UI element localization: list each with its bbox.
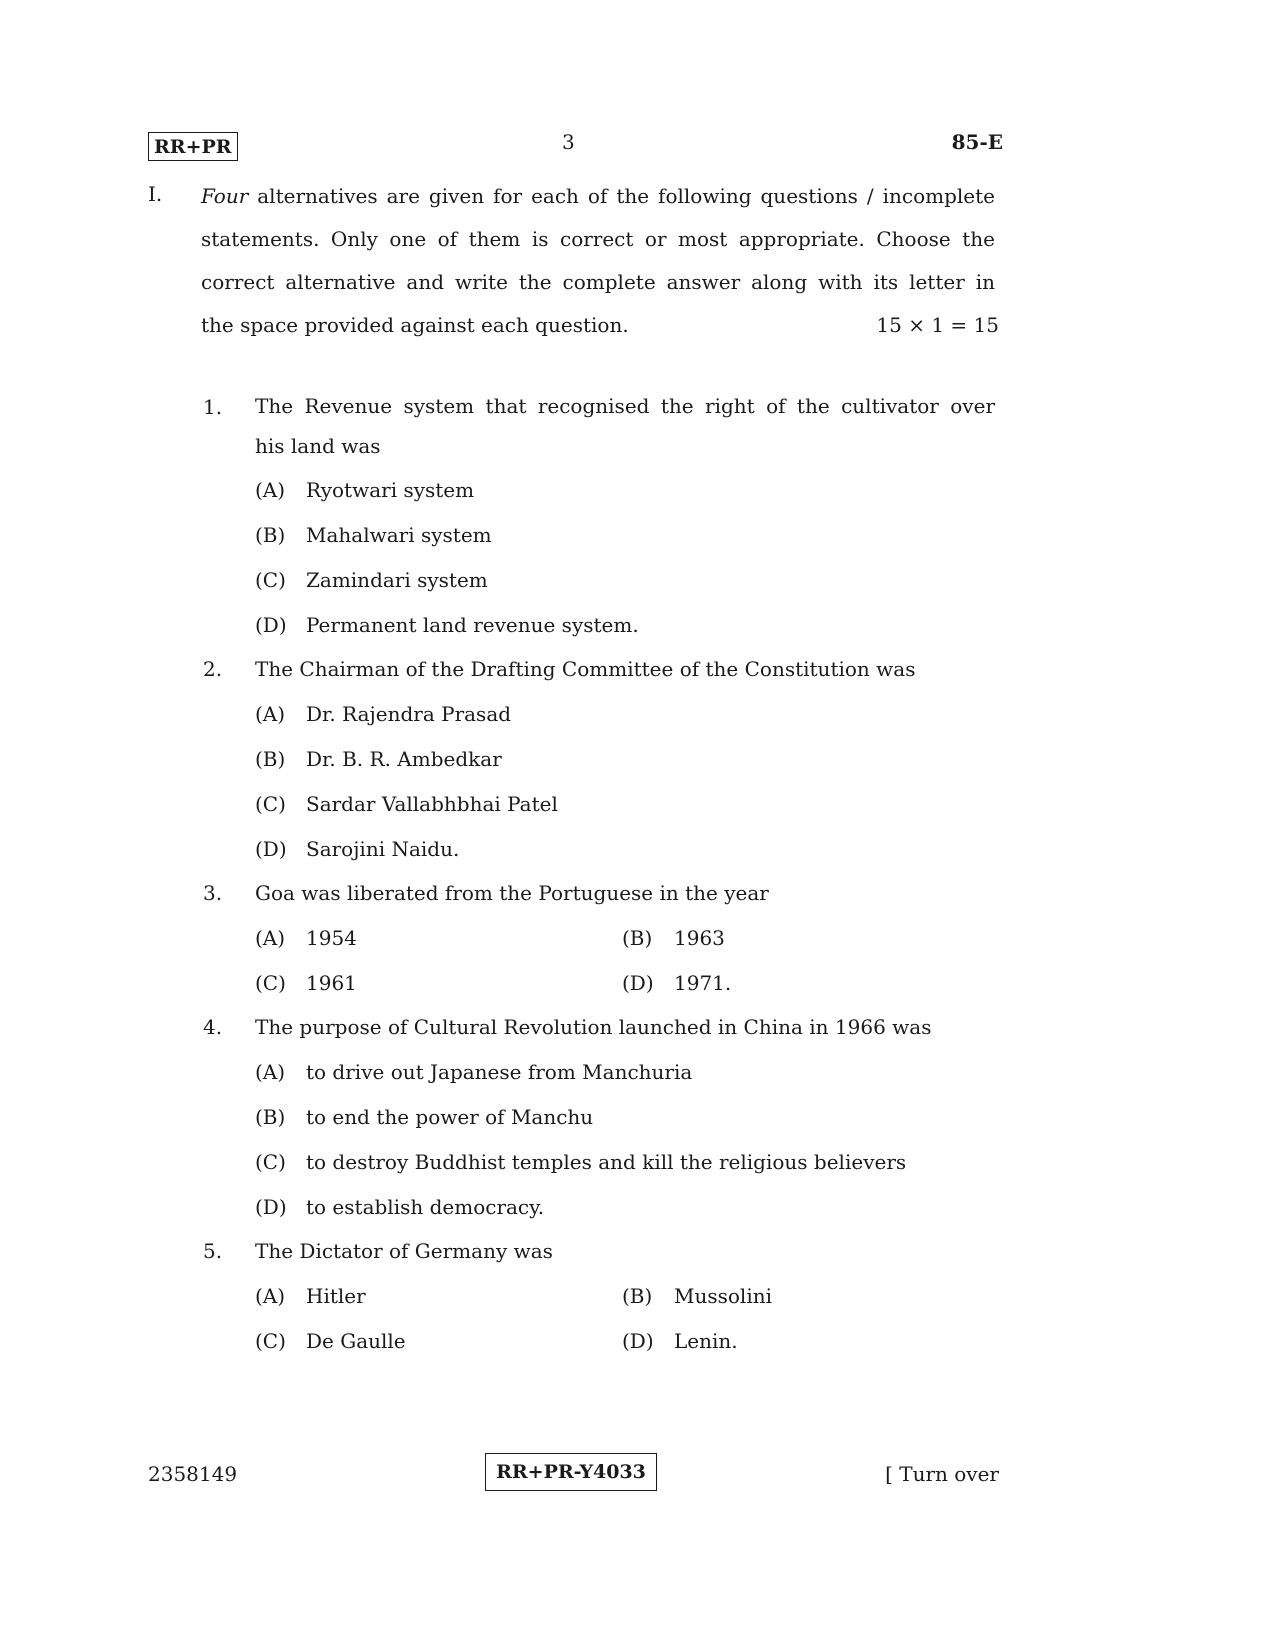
section-number: I. <box>148 182 163 206</box>
q5-option-a-text: Hitler <box>306 1284 366 1308</box>
q5-option-c-text: De Gaulle <box>306 1329 406 1353</box>
turn-over-note: [ Turn over <box>885 1462 999 1486</box>
q1-option-c-label: (C) <box>255 568 286 592</box>
q1-option-a-text: Ryotwari system <box>306 478 475 502</box>
question-5-text: The Dictator of Germany was <box>255 1239 553 1263</box>
q5-option-d-label: (D) <box>622 1329 654 1353</box>
q3-option-c-text: 1961 <box>306 971 357 995</box>
q3-option-d-label: (D) <box>622 971 654 995</box>
q1-option-d-text: Permanent land revenue system. <box>306 613 639 637</box>
q4-option-c-label: (C) <box>255 1150 286 1174</box>
q4-option-b-text: to end the power of Manchu <box>306 1105 594 1129</box>
q4-option-d-label: (D) <box>255 1195 287 1219</box>
question-3-number: 3. <box>203 881 223 905</box>
instruction-emphasis: Four <box>201 184 249 208</box>
q1-option-d-label: (D) <box>255 613 287 637</box>
q4-option-b-label: (B) <box>255 1105 286 1129</box>
q2-option-a-label: (A) <box>255 702 286 726</box>
q5-option-b-text: Mussolini <box>674 1284 772 1308</box>
q2-option-b-label: (B) <box>255 747 286 771</box>
q1-option-c-text: Zamindari system <box>306 568 488 592</box>
series-code-box: RR+PR <box>148 132 238 161</box>
q3-option-a-text: 1954 <box>306 926 357 950</box>
q2-option-c-label: (C) <box>255 792 286 816</box>
q3-option-b-text: 1963 <box>674 926 725 950</box>
footer-code-box: RR+PR-Y4033 <box>485 1453 657 1491</box>
q1-option-b-label: (B) <box>255 523 286 547</box>
q3-option-a-label: (A) <box>255 926 286 950</box>
instruction-line-1: Four alternatives are given for each of the following questions / incomplete <box>201 184 995 208</box>
question-4-number: 4. <box>203 1015 223 1039</box>
q2-option-d-label: (D) <box>255 837 287 861</box>
question-5-number: 5. <box>203 1239 223 1263</box>
q2-option-b-text: Dr. B. R. Ambedkar <box>306 747 502 771</box>
question-1-number: 1. <box>203 395 223 419</box>
q1-option-b-text: Mahalwari system <box>306 523 492 547</box>
q5-option-c-label: (C) <box>255 1329 286 1353</box>
q4-option-d-text: to establish democracy. <box>306 1195 545 1219</box>
q3-option-d-text: 1971. <box>674 971 732 995</box>
question-2-text: The Chairman of the Drafting Committee of the Constitution was <box>255 657 916 681</box>
q5-option-b-label: (B) <box>622 1284 653 1308</box>
page-number: 3 <box>562 130 575 154</box>
q3-option-b-label: (B) <box>622 926 653 950</box>
q2-option-a-text: Dr. Rajendra Prasad <box>306 702 512 726</box>
paper-code: 85-E <box>951 130 1003 154</box>
section-instruction <box>201 175 999 347</box>
q5-option-d-text: Lenin. <box>674 1329 738 1353</box>
footer-serial-number: 2358149 <box>148 1462 238 1486</box>
instruction-line-3: correct alternative and write the complete answer along with its letter in <box>201 270 995 294</box>
marks-allocation: 15 × 1 = 15 <box>876 313 999 337</box>
question-2-number: 2. <box>203 657 223 681</box>
instruction-line-4: the space provided against each question. 15 × 1 = 15 <box>201 304 995 347</box>
q2-option-c-text: Sardar Vallabhbhai Patel <box>306 792 558 816</box>
q4-option-c-text: to destroy Buddhist temples and kill the religious believers <box>306 1150 907 1174</box>
instruction-line-2: statements. Only one of them is correct or most appropriate. Choose the <box>201 227 995 251</box>
question-1-text: The Revenue system that recognised the right of the cultivator over his land was <box>255 394 995 458</box>
q4-option-a-text: to drive out Japanese from Manchuria <box>306 1060 693 1084</box>
q5-option-a-label: (A) <box>255 1284 286 1308</box>
q3-option-c-label: (C) <box>255 971 286 995</box>
question-3-text: Goa was liberated from the Portuguese in the year <box>255 881 769 905</box>
question-4-text: The purpose of Cultural Revolution launched in China in 1966 was <box>255 1015 932 1039</box>
q2-option-d-text: Sarojini Naidu. <box>306 837 460 861</box>
q4-option-a-label: (A) <box>255 1060 286 1084</box>
q1-option-a-label: (A) <box>255 478 286 502</box>
